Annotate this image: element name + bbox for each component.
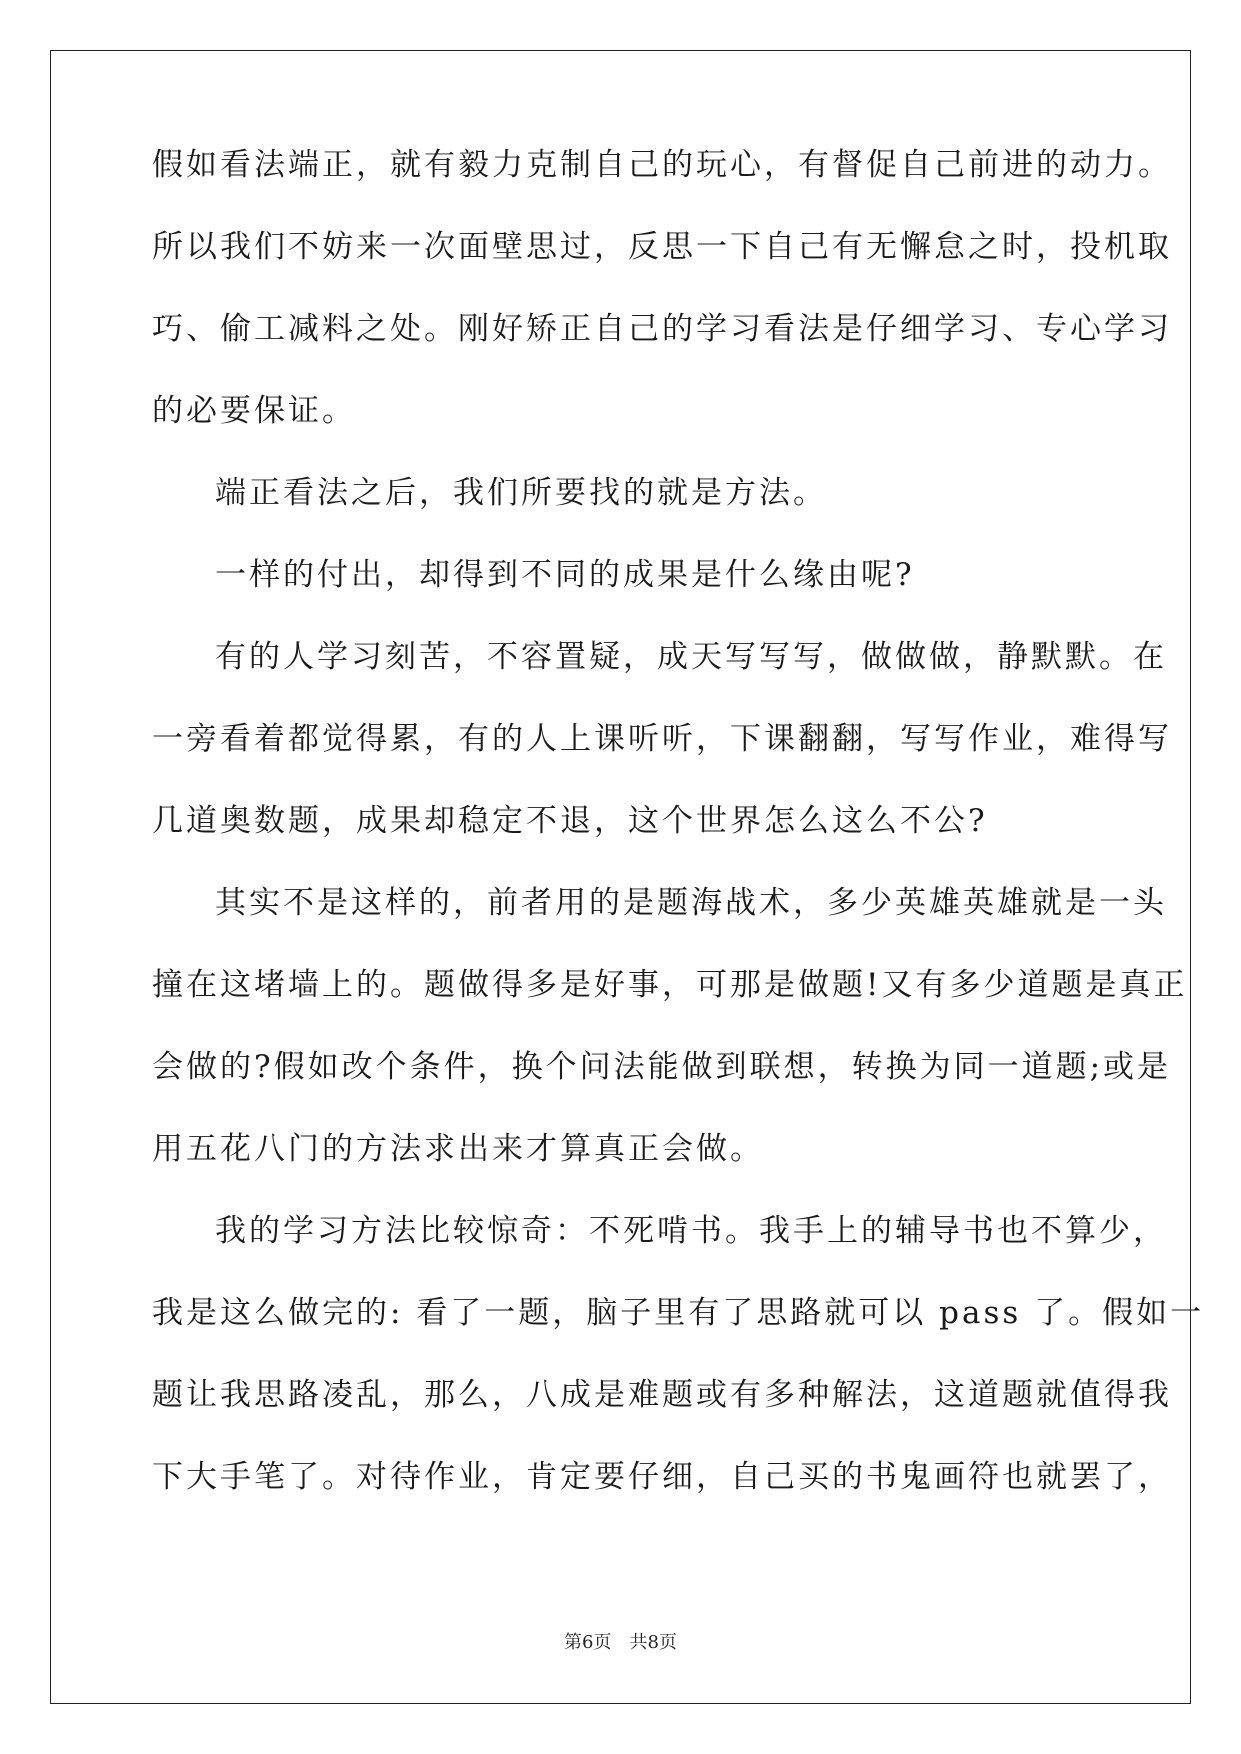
document-body xyxy=(152,140,1205,1534)
text-line: 所以我们不妨来一次面壁思过，反思一下自己有无懈怠之时，投机取 xyxy=(152,229,1172,265)
text-line: 一样的付出，却得到不同的成果是什么缘由呢? xyxy=(215,557,915,593)
text-line: 题让我思路凌乱，那么，八成是难题或有多种解法，这道题就值得我 xyxy=(152,1377,1172,1413)
text-line: 我的学习方法比较惊奇：不死啃书。我手上的辅导书也不算少， xyxy=(215,1213,1167,1249)
text-line: 下大手笔了。对待作业，肯定要仔细，自己买的书鬼画符也就罢了， xyxy=(152,1459,1172,1495)
text-line: 几道奥数题，成果却稳定不退，这个世界怎么这么不公? xyxy=(152,803,988,839)
text-line: 会做的?假如改个条件，换个问法能做到联想，转换为同一道题;或是 xyxy=(152,1049,1172,1085)
text-line: 有的人学习刻苦，不容置疑，成天写写写，做做做，静默默。在 xyxy=(215,639,1167,675)
text-line: 的必要保证。 xyxy=(152,393,356,429)
text-line: 其实不是这样的，前者用的是题海战术，多少英雄英雄就是一头 xyxy=(215,885,1167,921)
page-number-footer: 第6页 共8页 xyxy=(564,1632,677,1653)
text-line: 巧、偷工减料之处。刚好矫正自己的学习看法是仔细学习、专心学习 xyxy=(152,311,1172,347)
text-line: 端正看法之后，我们所要找的就是方法。 xyxy=(215,475,827,511)
text-line: 假如看法端正，就有毅力克制自己的玩心，有督促自己前进的动力。 xyxy=(152,147,1172,183)
text-line: 我是这么做完的: 看了一题，脑子里有了思路就可以 pass 了。假如一 xyxy=(152,1295,1205,1331)
text-line: 一旁看着都觉得累，有的人上课听听，下课翻翻，写写作业，难得写 xyxy=(152,721,1172,757)
text-line: 撞在这堵墙上的。题做得多是好事，可那是做题!又有多少道题是真正 xyxy=(152,967,1188,1003)
text-line: 用五花八门的方法求出来才算真正会做。 xyxy=(152,1131,764,1167)
